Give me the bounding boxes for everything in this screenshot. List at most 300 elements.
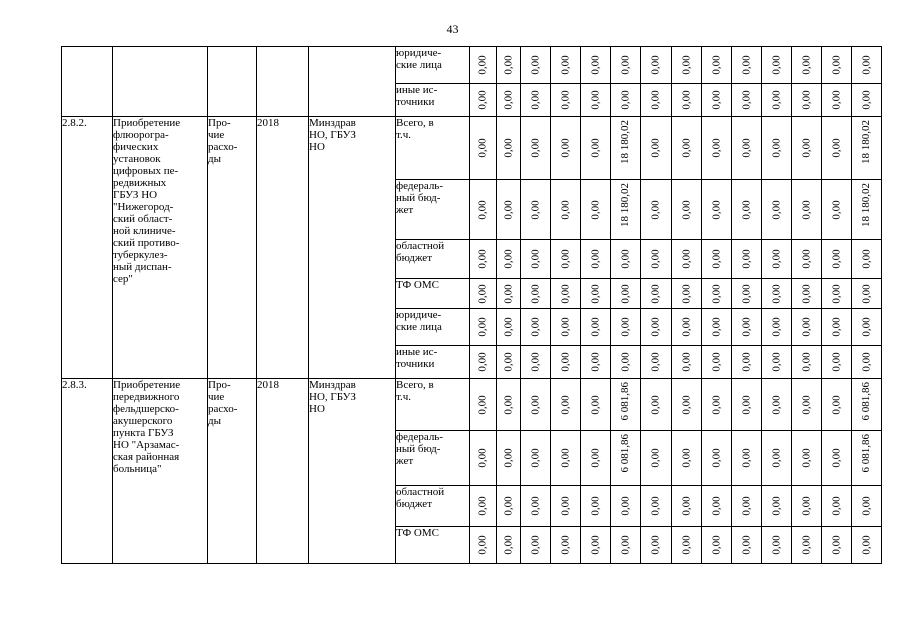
value-text: 0,00 — [502, 535, 514, 555]
value-text: 0,00 — [529, 448, 541, 468]
value-text: 6 081,86 — [859, 382, 872, 421]
value-text: 0,00 — [502, 283, 514, 304]
value-cell — [470, 84, 497, 117]
value-cell — [702, 379, 732, 431]
value-cell — [581, 84, 611, 117]
value-cell — [611, 527, 641, 564]
value-cell — [497, 309, 521, 346]
value-text: 0,00 — [680, 496, 692, 516]
value-cell — [792, 309, 822, 346]
value-text: 0,00 — [770, 90, 782, 110]
value-text: 0,00 — [589, 90, 601, 110]
value-cell — [822, 279, 852, 309]
value-text: 0,00 — [589, 317, 601, 337]
value-text: 0,00 — [860, 535, 872, 555]
value-text: 0,00 — [589, 448, 601, 468]
value-cell — [581, 379, 611, 431]
value-cell — [497, 431, 521, 486]
value-cell — [641, 346, 672, 379]
value-cell — [822, 486, 852, 527]
value-cell — [732, 117, 762, 180]
value-text: 0,00 — [740, 496, 752, 516]
value-cell — [470, 486, 497, 527]
value-text: 0,00 — [476, 352, 489, 372]
value-text: 0,00 — [559, 199, 571, 220]
value-cell — [497, 84, 521, 117]
value-text: 0,00 — [529, 55, 541, 75]
table-row — [62, 117, 882, 180]
value-cell — [521, 431, 551, 486]
value-cell — [497, 47, 521, 84]
value-cell — [822, 240, 852, 279]
value-text: 0,00 — [476, 138, 489, 158]
value-cell — [551, 379, 581, 431]
value-text: 0,00 — [649, 249, 662, 269]
name-cell — [113, 47, 208, 117]
value-text: 0,00 — [559, 55, 571, 75]
value-text: 0,00 — [559, 448, 571, 468]
value-cell — [672, 117, 702, 180]
value-cell — [852, 346, 882, 379]
value-text: 0,00 — [529, 283, 541, 304]
value-cell — [762, 486, 792, 527]
value-cell — [732, 379, 762, 431]
value-cell — [470, 180, 497, 240]
value-text: 0,00 — [589, 249, 601, 269]
value-text: 0,00 — [710, 535, 722, 555]
value-cell — [792, 527, 822, 564]
value-cell — [822, 379, 852, 431]
value-text: 0,00 — [830, 138, 842, 158]
value-cell — [641, 279, 672, 309]
value-cell — [497, 527, 521, 564]
value-cell — [551, 240, 581, 279]
value-cell — [732, 527, 762, 564]
value-text: 0,00 — [800, 283, 812, 304]
value-cell — [551, 527, 581, 564]
value-cell — [641, 240, 672, 279]
value-text: 0,00 — [770, 55, 782, 75]
value-cell — [702, 117, 732, 180]
value-text: 0,00 — [529, 317, 541, 337]
value-cell — [641, 84, 672, 117]
value-cell — [581, 240, 611, 279]
value-text: 0,00 — [710, 352, 722, 372]
value-cell — [702, 309, 732, 346]
value-text: 0,00 — [476, 496, 489, 516]
value-cell — [521, 240, 551, 279]
value-cell — [641, 117, 672, 180]
value-text: 0,00 — [800, 352, 812, 372]
source-cell: федераль- ный бюд- жет — [396, 180, 470, 240]
value-cell — [702, 47, 732, 84]
value-cell — [822, 117, 852, 180]
value-cell — [611, 309, 641, 346]
value-text: 0,00 — [649, 90, 662, 110]
value-text: 0,00 — [740, 352, 752, 372]
value-text: 0,00 — [649, 496, 662, 516]
value-text: 0,00 — [559, 496, 571, 516]
value-text: 0,00 — [830, 352, 842, 372]
item-category: Про- чие расхо- ды — [208, 117, 257, 379]
source-cell: юридиче- ские лица — [396, 47, 470, 84]
value-cell — [611, 279, 641, 309]
value-text: 0,00 — [559, 138, 571, 158]
value-cell — [611, 379, 641, 431]
value-text: 0,00 — [800, 496, 812, 516]
value-cell — [521, 279, 551, 309]
value-cell — [732, 346, 762, 379]
value-text: 0,00 — [860, 283, 872, 304]
value-text: 0,00 — [476, 394, 489, 415]
value-cell — [470, 117, 497, 180]
value-cell — [672, 346, 702, 379]
value-cell — [581, 346, 611, 379]
value-text: 0,00 — [680, 90, 692, 110]
value-cell — [762, 240, 792, 279]
value-text: 0,00 — [649, 352, 662, 372]
source-cell: ТФ ОМС — [396, 279, 470, 309]
value-text: 0,00 — [649, 535, 662, 555]
value-cell — [470, 279, 497, 309]
value-text: 0,00 — [680, 394, 692, 415]
value-text: 0,00 — [830, 496, 842, 516]
value-text: 0,00 — [502, 55, 514, 75]
value-text: 0,00 — [589, 496, 601, 516]
value-cell — [732, 84, 762, 117]
value-cell — [581, 47, 611, 84]
value-text: 0,00 — [476, 199, 489, 220]
value-text: 0,00 — [800, 535, 812, 555]
value-cell — [611, 346, 641, 379]
value-cell — [581, 117, 611, 180]
value-cell — [521, 84, 551, 117]
value-cell — [497, 379, 521, 431]
value-cell — [581, 279, 611, 309]
value-text: 0,00 — [860, 90, 872, 110]
value-cell — [732, 240, 762, 279]
value-cell — [611, 47, 641, 84]
value-text: 0,00 — [649, 199, 662, 220]
value-cell — [521, 527, 551, 564]
value-text: 0,00 — [589, 535, 601, 555]
value-text: 0,00 — [649, 283, 662, 304]
value-text: 0,00 — [740, 199, 752, 220]
value-cell — [551, 486, 581, 527]
value-text: 0,00 — [529, 535, 541, 555]
value-cell — [702, 346, 732, 379]
value-text: 0,00 — [502, 394, 514, 415]
value-text: 0,00 — [800, 138, 812, 158]
value-text: 0,00 — [619, 535, 631, 555]
value-text: 0,00 — [710, 55, 722, 75]
value-text: 0,00 — [619, 249, 631, 269]
value-cell — [470, 527, 497, 564]
value-cell — [521, 309, 551, 346]
value-cell — [702, 486, 732, 527]
value-text: 0,00 — [740, 317, 752, 337]
value-cell — [641, 47, 672, 84]
value-text: 0,00 — [740, 138, 752, 158]
value-text: 0,00 — [502, 249, 514, 269]
value-text: 0,00 — [800, 90, 812, 110]
value-cell — [822, 346, 852, 379]
value-text: 0,00 — [589, 352, 601, 372]
value-text: 0,00 — [740, 448, 752, 468]
value-cell — [762, 309, 792, 346]
item-year: 2018 — [257, 117, 309, 379]
value-text: 0,00 — [502, 496, 514, 516]
value-cell — [702, 527, 732, 564]
value-cell — [551, 279, 581, 309]
value-text: 0,00 — [529, 199, 541, 220]
value-cell — [852, 527, 882, 564]
value-cell — [792, 47, 822, 84]
value-cell — [497, 180, 521, 240]
value-cell — [641, 379, 672, 431]
value-cell — [641, 180, 672, 240]
value-cell — [641, 486, 672, 527]
value-text: 0,00 — [710, 249, 722, 269]
value-cell — [792, 180, 822, 240]
value-text: 0,00 — [619, 352, 631, 372]
value-cell — [852, 431, 882, 486]
value-cell — [732, 180, 762, 240]
value-text: 0,00 — [502, 352, 514, 372]
value-text: 6 081,86 — [859, 434, 872, 473]
value-text: 0,00 — [710, 496, 722, 516]
value-cell — [521, 486, 551, 527]
value-text: 0,00 — [649, 448, 662, 468]
value-cell — [852, 486, 882, 527]
value-cell — [852, 240, 882, 279]
value-cell — [641, 527, 672, 564]
source-cell: Всего, в т.ч. — [396, 117, 470, 180]
value-cell — [551, 346, 581, 379]
value-cell — [521, 379, 551, 431]
item-name: Приобретение флюорогра- фических установок цифровых пе- редвижных ГБУЗ НО "Нижегород- ский област- ной клиниче- ский противо- туберкулез- ный диспан- сер" — [113, 117, 208, 379]
item-number: 2.8.2. — [62, 117, 113, 379]
value-text: 0,00 — [559, 90, 571, 110]
value-text: 0,00 — [860, 317, 872, 337]
item-year: 2018 — [257, 379, 309, 564]
value-cell — [581, 431, 611, 486]
value-text: 0,00 — [649, 55, 662, 75]
value-cell — [611, 486, 641, 527]
executor-cell — [309, 47, 396, 117]
value-cell — [551, 309, 581, 346]
value-cell — [852, 279, 882, 309]
value-cell — [732, 279, 762, 309]
num-cell — [62, 47, 113, 117]
value-cell — [497, 279, 521, 309]
value-cell — [762, 527, 792, 564]
value-text: 0,00 — [860, 352, 872, 372]
value-cell — [822, 431, 852, 486]
value-cell — [551, 84, 581, 117]
value-text: 0,00 — [680, 55, 692, 75]
value-cell — [762, 84, 792, 117]
value-text: 0,00 — [619, 55, 631, 75]
value-cell — [470, 346, 497, 379]
value-text: 18 180,02 — [618, 183, 631, 227]
value-cell — [497, 240, 521, 279]
table-row — [62, 379, 882, 431]
value-cell — [852, 117, 882, 180]
value-text: 0,00 — [830, 90, 842, 110]
value-cell — [581, 486, 611, 527]
item-executor: Минздрав НО, ГБУЗ НО — [309, 117, 396, 379]
value-text: 0,00 — [529, 394, 541, 415]
value-cell — [611, 431, 641, 486]
value-text: 0,00 — [860, 55, 872, 75]
value-text: 0,00 — [476, 55, 489, 75]
value-cell — [470, 431, 497, 486]
value-cell — [672, 309, 702, 346]
value-text: 0,00 — [770, 352, 782, 372]
value-cell — [732, 309, 762, 346]
value-text: 0,00 — [680, 138, 692, 158]
value-cell — [611, 180, 641, 240]
value-text: 0,00 — [710, 283, 722, 304]
value-text: 0,00 — [830, 283, 842, 304]
value-text: 0,00 — [619, 90, 631, 110]
value-cell — [672, 180, 702, 240]
value-cell — [822, 180, 852, 240]
value-text: 0,00 — [710, 394, 722, 415]
value-cell — [611, 117, 641, 180]
value-text: 0,00 — [559, 394, 571, 415]
value-cell — [551, 180, 581, 240]
value-text: 0,00 — [740, 535, 752, 555]
source-cell: областной бюджет — [396, 240, 470, 279]
value-cell — [822, 309, 852, 346]
value-text: 0,00 — [740, 283, 752, 304]
item-name: Приобретение передвижного фельдшерско- акушерского пункта ГБУЗ НО "Арзамас- ская районная больница" — [113, 379, 208, 564]
value-text: 0,00 — [529, 352, 541, 372]
value-text: 0,00 — [710, 199, 722, 220]
value-text: 0,00 — [680, 448, 692, 468]
value-cell — [852, 309, 882, 346]
value-text: 0,00 — [830, 55, 842, 75]
value-text: 0,00 — [502, 199, 514, 220]
value-cell — [702, 431, 732, 486]
value-cell — [792, 346, 822, 379]
value-text: 0,00 — [710, 90, 722, 110]
value-text: 0,00 — [800, 317, 812, 337]
page-number: 43 — [446, 22, 459, 36]
value-cell — [762, 346, 792, 379]
value-text: 0,00 — [830, 535, 842, 555]
value-text: 0,00 — [589, 199, 601, 220]
category-cell — [208, 47, 257, 117]
value-cell — [581, 180, 611, 240]
value-text: 0,00 — [502, 90, 514, 110]
value-text: 0,00 — [529, 496, 541, 516]
value-text: 0,00 — [619, 496, 631, 516]
value-cell — [792, 84, 822, 117]
value-cell — [792, 117, 822, 180]
value-cell — [611, 84, 641, 117]
value-cell — [521, 47, 551, 84]
value-text: 0,00 — [830, 199, 842, 220]
value-text: 0,00 — [770, 535, 782, 555]
value-cell — [521, 117, 551, 180]
value-text: 0,00 — [770, 448, 782, 468]
source-cell: юридиче- ские лица — [396, 309, 470, 346]
source-cell: Всего, в т.ч. — [396, 379, 470, 431]
value-text: 0,00 — [476, 535, 489, 555]
value-cell — [732, 47, 762, 84]
value-text: 0,00 — [559, 317, 571, 337]
value-text: 0,00 — [710, 448, 722, 468]
value-cell — [551, 431, 581, 486]
value-cell — [611, 240, 641, 279]
source-cell: ТФ ОМС — [396, 527, 470, 564]
value-text: 0,00 — [830, 448, 842, 468]
value-cell — [521, 346, 551, 379]
value-text: 0,00 — [649, 317, 662, 337]
item-number: 2.8.3. — [62, 379, 113, 564]
value-text: 0,00 — [830, 317, 842, 337]
value-text: 0,00 — [800, 199, 812, 220]
value-text: 0,00 — [476, 283, 489, 304]
value-text: 0,00 — [770, 496, 782, 516]
value-text: 0,00 — [502, 138, 514, 158]
value-text: 0,00 — [770, 394, 782, 415]
value-cell — [672, 431, 702, 486]
value-text: 0,00 — [502, 448, 514, 468]
value-cell — [672, 379, 702, 431]
value-text: 0,00 — [529, 138, 541, 158]
value-text: 0,00 — [770, 317, 782, 337]
value-cell — [792, 240, 822, 279]
value-cell — [792, 431, 822, 486]
value-cell — [762, 279, 792, 309]
value-cell — [551, 117, 581, 180]
value-cell — [732, 486, 762, 527]
value-cell — [822, 527, 852, 564]
value-cell — [470, 240, 497, 279]
value-cell — [672, 240, 702, 279]
value-cell — [702, 180, 732, 240]
value-cell — [852, 180, 882, 240]
value-cell — [762, 379, 792, 431]
value-text: 0,00 — [619, 283, 631, 304]
value-text: 0,00 — [680, 535, 692, 555]
value-cell — [581, 309, 611, 346]
value-text: 0,00 — [770, 249, 782, 269]
source-cell: иные ис- точники — [396, 346, 470, 379]
value-cell — [581, 527, 611, 564]
value-cell — [762, 431, 792, 486]
value-text: 0,00 — [770, 138, 782, 158]
source-cell: иные ис- точники — [396, 84, 470, 117]
value-cell — [672, 279, 702, 309]
value-cell — [551, 47, 581, 84]
value-text: 0,00 — [740, 249, 752, 269]
value-text: 18 180,02 — [859, 120, 872, 164]
value-text: 0,00 — [476, 448, 489, 468]
value-cell — [470, 309, 497, 346]
value-text: 0,00 — [800, 448, 812, 468]
value-cell — [852, 84, 882, 117]
value-text: 0,00 — [740, 90, 752, 110]
value-text: 0,00 — [559, 535, 571, 555]
value-text: 0,00 — [680, 317, 692, 337]
value-text: 0,00 — [589, 283, 601, 304]
value-text: 0,00 — [680, 283, 692, 304]
